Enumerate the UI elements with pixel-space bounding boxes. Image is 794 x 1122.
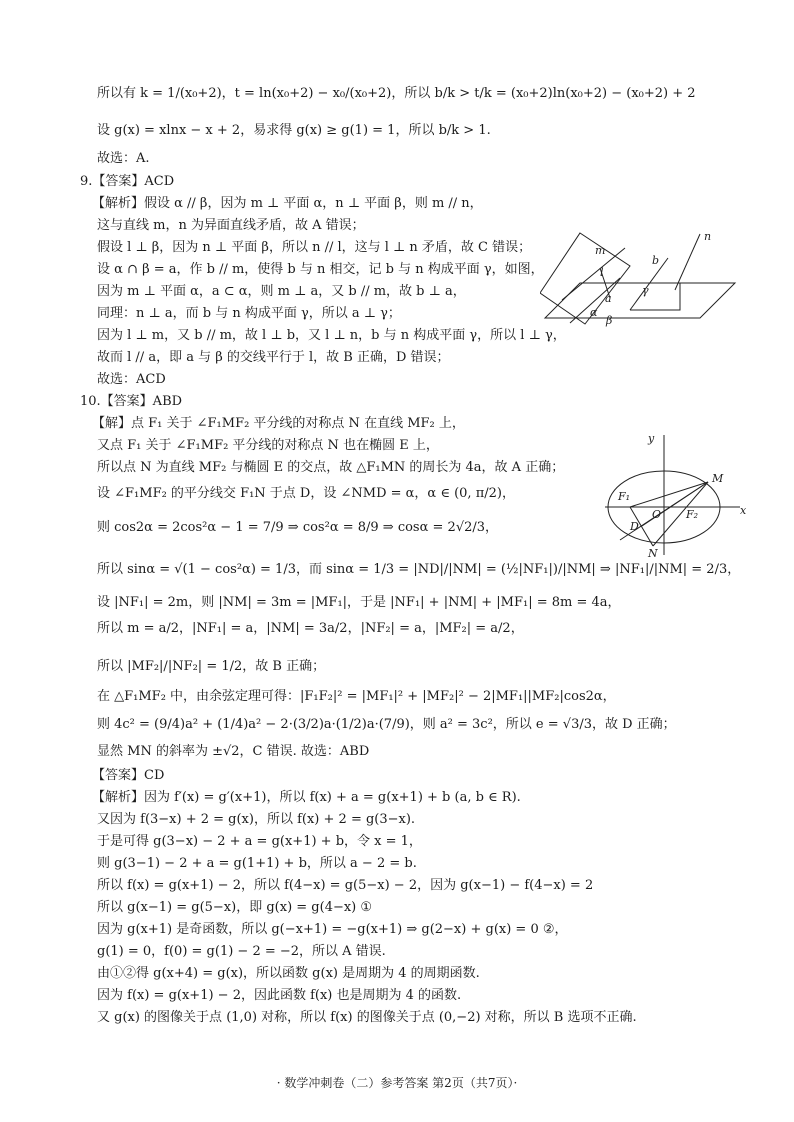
fig-label: a [605,292,612,305]
line-b [630,258,668,310]
text-line: 于是可得 g(3−x) − 2 + a = g(x+1) + b，令 x = 1， [97,834,422,849]
text-line: 设 α ∩ β = a，作 b // m，使得 b 与 n 相交，记 b 与 n 构成平面 γ，如图， [97,262,544,277]
text-line: 因为 f(x) = g(x+1) − 2，因此函数 f(x) 也是周期为 4 的函数. [97,988,462,1003]
text-line: 这与直线 m，n 为异面直线矛盾，故 A 错误； [97,218,365,233]
ellipse-figure [600,430,750,560]
text-line: g(1) = 0，f(0) = g(1) − 2 = −2，所以 A 错误. [97,944,386,959]
plane-gamma [630,283,680,310]
text-line: 因为 m ⊥ 平面 α，a ⊂ α，则 m ⊥ a，又 b // m，故 b ⊥ a， [97,284,466,299]
text-line: 设 ∠F₁MF₂ 的平分线交 F₁N 于点 D，设 ∠NMD = α，α ∈ (0, π/2)， [97,486,515,501]
question-answer-heading: 10.【答案】ABD [80,394,183,409]
text-line: 因为 g(x+1) 是奇函数，所以 g(−x+1) = −g(x+1) ⇒ g(2−x) + g(x) = 0 ②， [97,922,568,937]
text-line: 同理：n ⊥ a，而 b 与 n 构成平面 γ，所以 a ⊥ γ； [97,306,401,321]
fig-label: M [712,472,724,485]
text-line: 则 g(3−1) − 2 + a = g(1+1) + b，所以 a − 2 = b. [97,856,417,871]
text-line: 设 |NF₁| = 2m，则 |NM| = 3m = |MF₁|，于是 |NF₁| + |NM| + |MF₁| = 8m = 4a， [97,595,621,610]
fig-label: N [648,547,658,560]
line-m [562,248,625,300]
text-line: 故选：ACD [97,372,166,387]
text-line: 由①②得 g(x+4) = g(x)，所以函数 g(x) 是周期为 4 的周期函数. [97,966,480,981]
fig-label: b [652,254,660,267]
text-line: 所以点 N 为直线 MF₂ 与椭圆 E 的交点，故 △F₁MN 的周长为 4a，故 A 正确； [97,460,565,475]
text-line: 设 g(x) = xlnx − x + 2，易求得 g(x) ≥ g(1) = 1，所以 b/k > 1. [97,123,491,138]
question-answer-heading: 9.【答案】ACD [80,174,175,189]
text-line: 故而 l // a，即 a 与 β 的交线平行于 l，故 B 正确，D 错误； [97,350,450,365]
text-line: 所以 sinα = √(1 − cos²α) = 1/3，而 sinα = 1/3 = |ND|/|NM| = (½|NF₁|)/|NM| ⇒ |NF₁|/|NM| = 2/3， [97,562,741,577]
fig-label: α [590,306,598,319]
segment-F1M [630,482,708,507]
text-line: 【解析】假设 α // β，因为 m ⊥ 平面 α，n ⊥ 平面 β，则 m // n， [92,196,483,211]
fig-label: F₁ [618,490,631,503]
text-line: 所以 m = a/2，|NF₁| = a，|NM| = 3a/2，|NF₂| = a，|MF₂| = a/2， [97,621,524,636]
fig-label: γ [642,284,649,297]
plane-alpha [540,233,630,324]
text-line: 故选：A. [97,151,150,166]
text-line: 所以 |MF₂|/|NF₂| = 1/2，故 B 正确； [97,659,326,674]
text-line: 因为 l ⊥ m，又 b // m，故 l ⊥ b，又 l ⊥ n，b 与 n 构成平面 γ，所以 l ⊥ γ， [97,328,566,343]
text-line: 又 g(x) 的图像关于点 (1,0) 对称，所以 f(x) 的图像关于点 (0,−2) 对称，所以 B 选项不正确. [97,1010,637,1025]
fig-label: y [648,432,655,445]
text-line: 【解析】因为 f′(x) = g′(x+1)，所以 f(x) + a = g(x+1) + b (a, b ∈ R). [92,790,521,805]
text-line: 又因为 f(3−x) + 2 = g(x)，所以 f(x) + 2 = g(3−x). [97,812,416,827]
fig-label: O [652,508,662,521]
line-n [675,234,700,290]
text-line: 【解】点 F₁ 关于 ∠F₁MF₂ 平分线的对称点 N 在直线 MF₂ 上， [92,416,465,431]
fig-label: n [704,230,712,243]
fig-label: x [740,504,747,517]
text-line: 所以 f(x) = g(x+1) − 2，所以 f(4−x) = g(5−x) − 2，因为 g(x−1) − f(4−x) = 2 [97,878,594,893]
segment-MN [653,482,708,546]
fig-label: D [630,520,639,533]
question-answer-heading: 【答案】CD [92,768,165,783]
fig-label: l [600,266,604,279]
text-line: 显然 MN 的斜率为 ±√2，C 错误. 故选：ABD [97,744,370,759]
text-line: 所以 g(x−1) = g(5−x)，即 g(x) = g(4−x) ① [97,900,373,915]
fig-label: β [606,314,613,327]
text-line: 又点 F₁ 关于 ∠F₁MF₂ 平分线的对称点 N 也在椭圆 E 上， [97,438,439,453]
page-footer: · 数学冲刺卷（二）参考答案 第2页（共7页）· [276,1076,518,1090]
fig-label: m [595,244,606,257]
text-line: 所以有 k = 1/(x₀+2)，t = ln(x₀+2) − x₀/(x₀+2)，所以 b/k > t/k = (x₀+2)ln(x₀+2) − (x₀+2) + 2 [97,86,696,101]
text-line: 则 cos2α = 2cos²α − 1 = 7/9 ⇒ cos²α = 8/9 ⇒ cosα = 2√2/3， [97,520,499,535]
plane-beta [545,283,735,318]
text-line: 在 △F₁MF₂ 中，由余弦定理可得：|F₁F₂|² = |MF₁|² + |MF₂|² − 2|MF₁||MF₂|cos2α， [97,689,616,704]
fig-label: F₂ [686,508,699,521]
text-line: 假设 l ⊥ β，因为 n ⊥ 平面 β，所以 n // l，这与 l ⊥ n 矛盾，故 C 错误； [97,240,532,255]
text-line: 则 4c² = (9/4)a² + (1/4)a² − 2·(3/2)a·(1/2)a·(7/9)，则 a² = 3c²，所以 e = √3/3，故 D 正确； [97,717,676,732]
planes-figure [540,228,740,333]
